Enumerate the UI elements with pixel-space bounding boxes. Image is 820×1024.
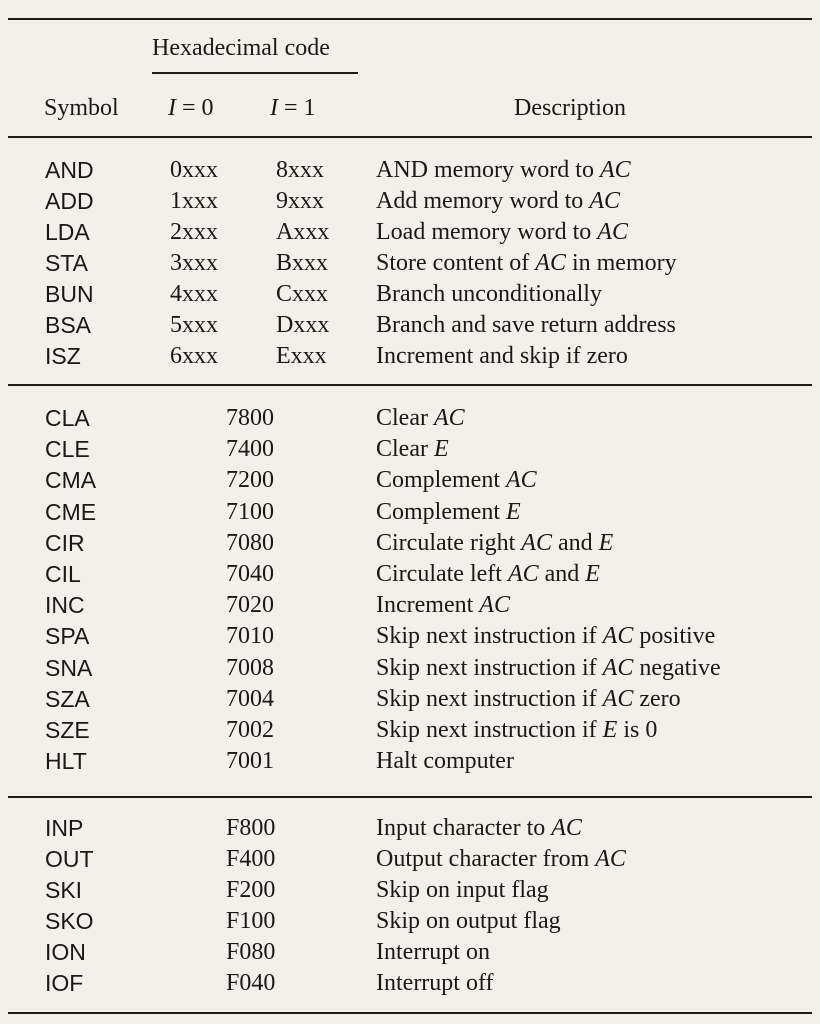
section-rule-1 bbox=[8, 384, 812, 386]
hex-code-direct: 2xxx bbox=[170, 219, 218, 245]
table-row bbox=[0, 622, 820, 653]
description-cell bbox=[376, 187, 620, 215]
hex-code-direct: 0xxx bbox=[170, 157, 218, 183]
hex-code: 7001 bbox=[226, 748, 274, 775]
table-row bbox=[0, 404, 820, 435]
section-rule-2 bbox=[8, 796, 812, 798]
description-cell bbox=[376, 969, 494, 997]
opcode-symbol: IOF bbox=[45, 970, 84, 996]
description-cell bbox=[376, 466, 537, 494]
register-name: AC bbox=[597, 219, 628, 245]
table-row bbox=[0, 342, 820, 373]
description-text: Load memory word to bbox=[376, 219, 598, 245]
description-text: Clear bbox=[376, 436, 434, 463]
hex-code: F080 bbox=[226, 939, 276, 965]
i0-var: I bbox=[168, 95, 176, 121]
opcode-symbol: CIR bbox=[45, 529, 85, 556]
description-text: Skip on output flag bbox=[376, 908, 561, 934]
description-cell bbox=[376, 747, 514, 775]
hex-code-direct: 1xxx bbox=[170, 188, 218, 214]
table-row bbox=[0, 529, 820, 560]
description-cell bbox=[376, 716, 657, 744]
description-mid: and bbox=[551, 529, 599, 556]
register-name: AC bbox=[505, 467, 537, 494]
table-row bbox=[0, 876, 820, 907]
hex-code: F040 bbox=[226, 970, 276, 996]
register-name: AC bbox=[589, 188, 620, 214]
opcode-symbol: CIL bbox=[45, 561, 81, 587]
hex-code: 7008 bbox=[226, 654, 274, 681]
opcode-symbol: STA bbox=[45, 250, 89, 276]
register-name: AC bbox=[433, 405, 465, 431]
description-cell bbox=[376, 280, 602, 308]
hex-code: 7200 bbox=[226, 467, 274, 494]
register-name: AC bbox=[602, 685, 634, 712]
description-column-header: Description bbox=[514, 95, 626, 121]
register-name: E bbox=[505, 498, 521, 525]
description-cell bbox=[376, 938, 490, 966]
description-text: AND memory word to bbox=[376, 157, 600, 183]
description-cell bbox=[376, 591, 510, 619]
description-cell bbox=[376, 654, 721, 682]
register-name: AC bbox=[595, 846, 626, 872]
description-text: Store content of bbox=[376, 250, 536, 276]
register-name: AC bbox=[535, 250, 566, 276]
description-text: Complement bbox=[376, 467, 506, 494]
description-mid: and bbox=[538, 561, 586, 587]
description-cell bbox=[376, 342, 628, 370]
description-text: Increment and skip if zero bbox=[376, 343, 628, 369]
table-row bbox=[0, 969, 820, 1000]
register-name-2: E bbox=[598, 529, 614, 556]
hex-code-heading: Hexadecimal code bbox=[152, 35, 330, 61]
hex-code: F100 bbox=[226, 908, 276, 934]
opcode-symbol: CME bbox=[45, 498, 97, 525]
hex-code: F400 bbox=[226, 846, 276, 872]
opcode-symbol: ADD bbox=[45, 188, 94, 214]
table-row bbox=[0, 654, 820, 685]
description-cell bbox=[376, 435, 449, 463]
opcode-symbol: CMA bbox=[45, 467, 97, 494]
table-row bbox=[0, 938, 820, 969]
top-rule bbox=[8, 18, 812, 20]
description-text: Skip next instruction if bbox=[376, 654, 603, 681]
description-text: Branch and save return address bbox=[376, 312, 676, 338]
hex-code-indirect: 8xxx bbox=[276, 157, 324, 183]
opcode-symbol: ISZ bbox=[45, 343, 81, 369]
description-cell bbox=[376, 498, 521, 526]
hex-code: 7800 bbox=[226, 405, 274, 431]
i1-var: I bbox=[270, 95, 278, 121]
opcode-symbol: INP bbox=[45, 815, 84, 841]
opcode-symbol: SKO bbox=[45, 908, 94, 934]
hex-code: 7040 bbox=[226, 561, 274, 587]
table-row bbox=[0, 814, 820, 845]
table-row bbox=[0, 498, 820, 529]
description-text: Clear bbox=[376, 405, 434, 431]
hex-code: 7010 bbox=[226, 623, 274, 650]
register-name: AC bbox=[507, 561, 539, 587]
description-text: Halt computer bbox=[376, 748, 514, 775]
description-text: Add memory word to bbox=[376, 188, 590, 214]
hex-code-indirect: Bxxx bbox=[276, 250, 329, 276]
opcode-symbol: CLA bbox=[45, 405, 90, 431]
description-cell bbox=[376, 311, 676, 339]
description-text: Skip next instruction if bbox=[376, 717, 603, 743]
opcode-symbol: BUN bbox=[45, 281, 94, 307]
table-row bbox=[0, 685, 820, 716]
hex-code: 7004 bbox=[226, 685, 274, 712]
description-tail: in memory bbox=[565, 250, 677, 276]
table-row bbox=[0, 466, 820, 497]
hex-code-indirect: Exxx bbox=[276, 343, 327, 369]
table-row bbox=[0, 280, 820, 311]
table-row bbox=[0, 560, 820, 591]
opcode-symbol: INC bbox=[45, 592, 85, 619]
register-name: AC bbox=[479, 592, 510, 619]
register-name: AC bbox=[602, 623, 634, 650]
description-cell bbox=[376, 249, 677, 277]
description-tail: negative bbox=[633, 654, 721, 681]
opcode-symbol: SKI bbox=[45, 877, 83, 903]
table-row bbox=[0, 435, 820, 466]
description-cell bbox=[376, 845, 626, 873]
opcode-symbol: HLT bbox=[45, 748, 87, 775]
register-name: AC bbox=[599, 157, 631, 183]
hex-code: F800 bbox=[226, 815, 276, 841]
description-text: Input character to bbox=[376, 815, 552, 841]
i0-column-header bbox=[168, 94, 214, 122]
hex-code-direct: 3xxx bbox=[170, 250, 218, 276]
table-row bbox=[0, 218, 820, 249]
register-name: AC bbox=[551, 815, 582, 841]
hex-code: 7020 bbox=[226, 592, 274, 619]
i1-val: = 1 bbox=[278, 95, 316, 121]
description-cell bbox=[376, 529, 613, 557]
table-row bbox=[0, 187, 820, 218]
hex-code-direct: 6xxx bbox=[170, 343, 218, 369]
opcode-symbol: AND bbox=[45, 157, 94, 183]
description-cell bbox=[376, 218, 628, 246]
description-tail: is 0 bbox=[617, 717, 658, 743]
symbol-column-header: Symbol bbox=[44, 95, 119, 121]
description-text: Skip next instruction if bbox=[376, 685, 603, 712]
description-cell bbox=[376, 156, 631, 184]
description-cell bbox=[376, 876, 549, 904]
table-row bbox=[0, 716, 820, 747]
description-text: Branch unconditionally bbox=[376, 281, 602, 307]
hex-code-indirect: Dxxx bbox=[276, 312, 330, 338]
opcode-symbol: OUT bbox=[45, 846, 94, 872]
description-text: Increment bbox=[376, 592, 480, 619]
description-text: Circulate right bbox=[376, 529, 522, 556]
hex-code-underline bbox=[152, 72, 358, 74]
hex-code: F200 bbox=[226, 877, 276, 903]
i0-val: = 0 bbox=[176, 95, 214, 121]
description-cell bbox=[376, 814, 582, 842]
description-tail: positive bbox=[633, 623, 716, 650]
description-text: Output character from bbox=[376, 846, 596, 872]
description-text: Skip on input flag bbox=[376, 877, 549, 903]
hex-code-direct: 5xxx bbox=[170, 312, 218, 338]
opcode-symbol: CLE bbox=[45, 436, 90, 463]
description-text: Complement bbox=[376, 498, 506, 525]
i1-column-header bbox=[270, 94, 316, 122]
register-name: E bbox=[433, 436, 449, 463]
description-text: Skip next instruction if bbox=[376, 623, 603, 650]
register-name: AC bbox=[602, 654, 634, 681]
table-row bbox=[0, 747, 820, 778]
opcode-symbol: SZE bbox=[45, 717, 90, 743]
hex-code: 7002 bbox=[226, 717, 274, 743]
table-row bbox=[0, 156, 820, 187]
description-tail: zero bbox=[633, 685, 681, 712]
description-cell bbox=[376, 622, 715, 650]
table-row bbox=[0, 249, 820, 280]
hex-code-indirect: Axxx bbox=[276, 219, 330, 245]
table-row bbox=[0, 845, 820, 876]
description-cell bbox=[376, 560, 600, 588]
opcode-symbol: BSA bbox=[45, 312, 92, 338]
hex-code: 7400 bbox=[226, 436, 274, 463]
opcode-symbol: SPA bbox=[45, 623, 90, 650]
table-row bbox=[0, 591, 820, 622]
description-cell bbox=[376, 685, 681, 713]
hex-code-indirect: 9xxx bbox=[276, 188, 324, 214]
opcode-symbol: SZA bbox=[45, 685, 90, 712]
opcode-symbol: SNA bbox=[45, 654, 93, 681]
table-row bbox=[0, 311, 820, 342]
opcode-symbol: LDA bbox=[45, 219, 90, 245]
description-text: Interrupt on bbox=[376, 939, 490, 965]
opcode-symbol: ION bbox=[45, 939, 86, 965]
description-cell bbox=[376, 907, 561, 935]
register-name-2: E bbox=[585, 561, 600, 587]
hex-code-indirect: Cxxx bbox=[276, 281, 329, 307]
bottom-rule bbox=[8, 1012, 812, 1014]
description-text: Interrupt off bbox=[376, 970, 494, 996]
description-cell bbox=[376, 404, 465, 432]
register-name: E bbox=[602, 717, 618, 743]
register-name: AC bbox=[521, 529, 552, 556]
hex-code: 7080 bbox=[226, 529, 274, 556]
table-row bbox=[0, 907, 820, 938]
header-rule bbox=[8, 136, 812, 138]
hex-code-direct: 4xxx bbox=[170, 281, 218, 307]
hex-code: 7100 bbox=[226, 498, 274, 525]
description-text: Circulate left bbox=[376, 561, 508, 587]
